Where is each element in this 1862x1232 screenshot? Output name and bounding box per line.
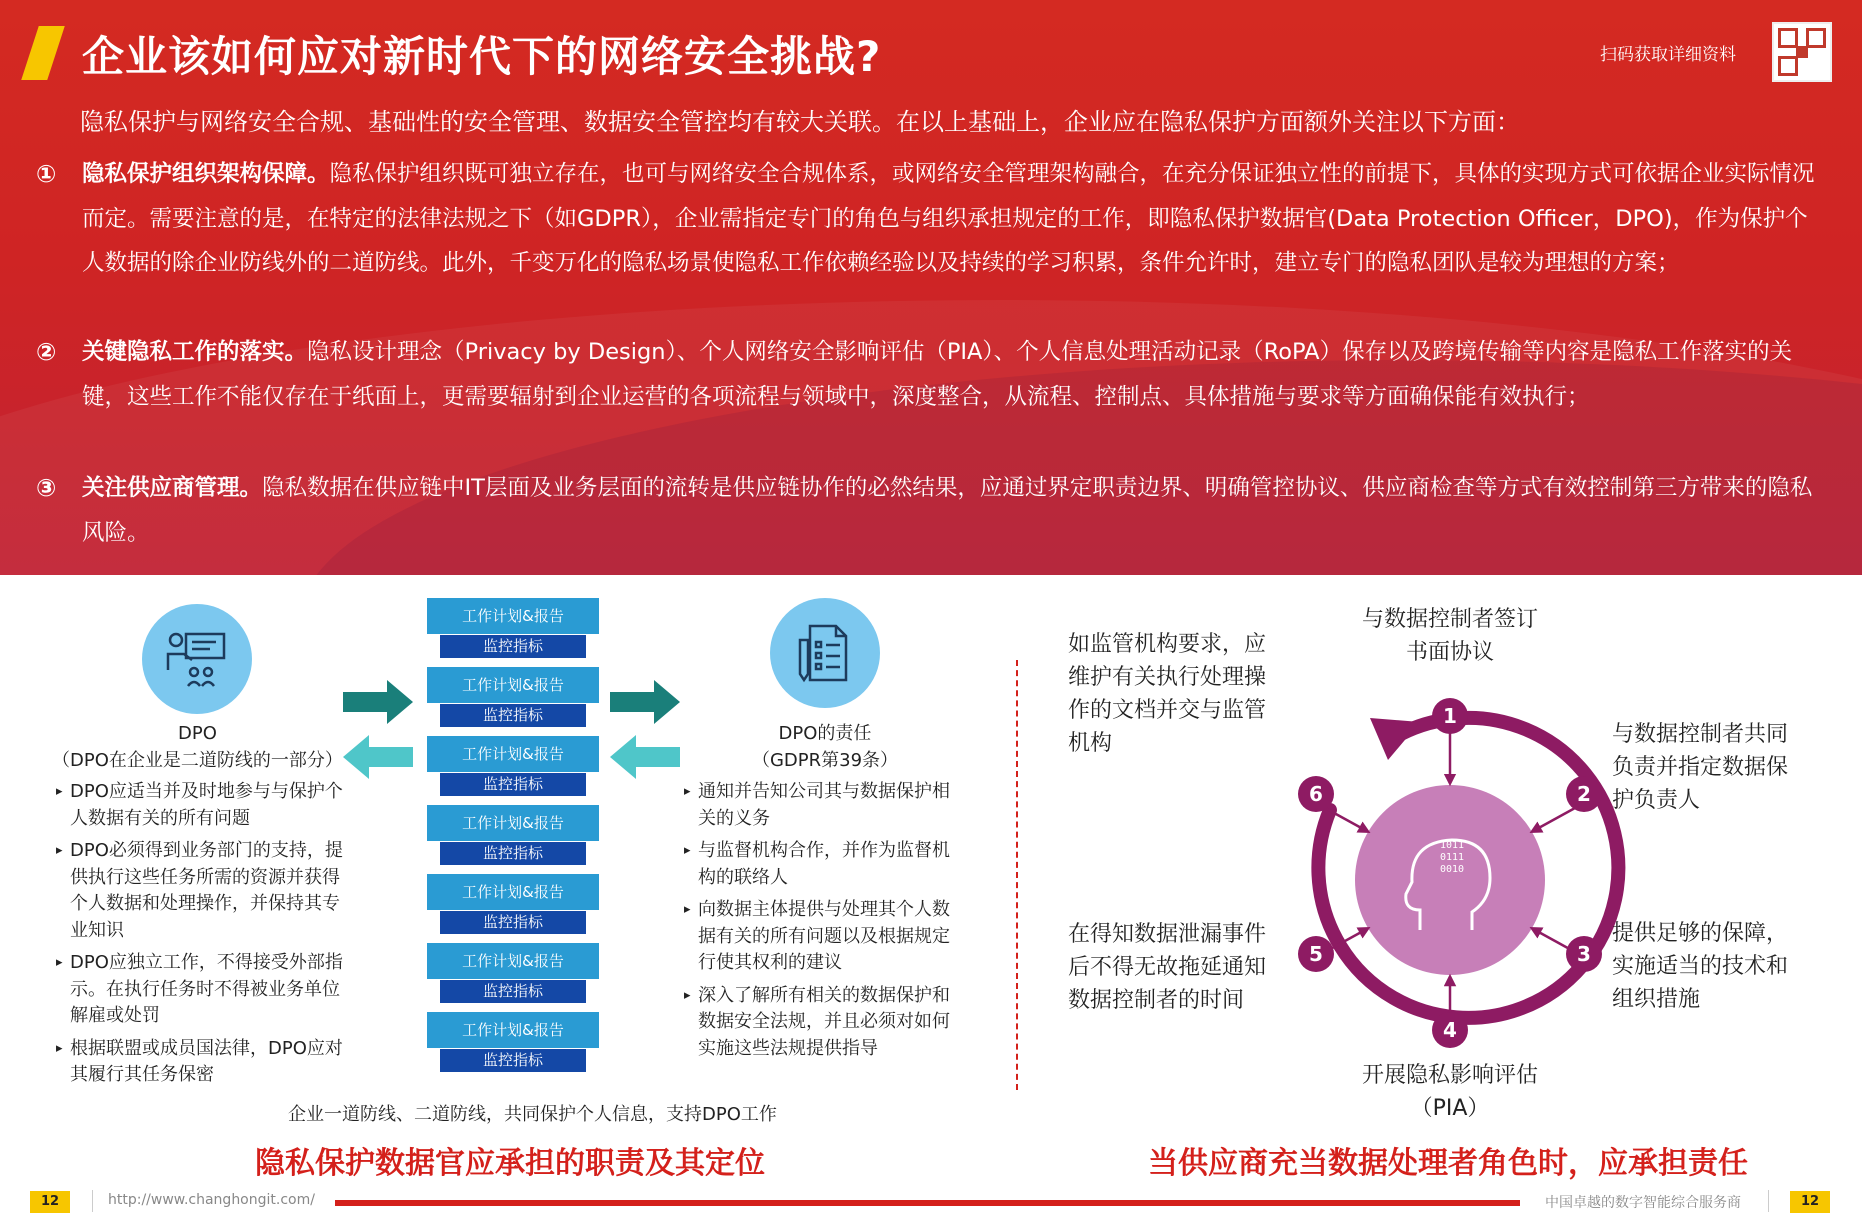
- work-plan-stack: [427, 598, 599, 1081]
- step-label-3: 提供足够的保障，实施适当的技术和组织措施: [1612, 921, 1789, 1012]
- block-top-label: 工作计划&报告: [427, 805, 599, 841]
- item-number: ③: [36, 474, 57, 502]
- code-line: 1011: [1439, 840, 1465, 851]
- lifecycle-ring: [1270, 700, 1630, 1060]
- step-label-4: 开展隐私影响评估: [1361, 1063, 1538, 1088]
- qr-code-icon[interactable]: [1772, 22, 1832, 82]
- list-item: [36, 152, 1826, 286]
- footer-rule: [335, 1200, 1520, 1206]
- block-bottom-label: 监控指标: [440, 704, 586, 727]
- arrow-left-icon: [343, 735, 413, 779]
- step-node-6: 6: [1298, 776, 1334, 812]
- code-line: 0010: [1439, 864, 1465, 875]
- intro-paragraph: 隐私保护与网络安全合规、基础性的安全管理、数据安全管控均有较大关联。在以上基础上，企业应在隐私保护方面额外关注以下方面：: [80, 108, 1520, 136]
- list-item: ▸ 向数据主体提供与处理其个人数据有关的所有问题以及根据规定行使其权利的建议: [684, 897, 964, 977]
- list-item: ▸ DPO应独立工作，不得接受外部指示。在执行任务时不得被业务单位解雇或处罚: [56, 950, 346, 1030]
- footer-divider: [1768, 1190, 1769, 1212]
- dpo-title: DPO: [178, 723, 217, 744]
- block-bottom-label: 监控指标: [440, 635, 586, 658]
- diagram-caption: 企业一道防线、二道防线，共同保护个人信息，支持DPO工作: [288, 1104, 777, 1125]
- center-circle: [1355, 785, 1545, 975]
- arrow-right-icon: [610, 680, 680, 724]
- work-block: [427, 805, 599, 865]
- page-footer: [0, 1190, 1862, 1220]
- block-bottom-label: 监控指标: [440, 911, 586, 934]
- page-number-right: 12: [1790, 1191, 1830, 1213]
- block-top-label: 工作计划&报告: [427, 943, 599, 979]
- step-label-2: 与数据控制者共同负责并指定数据保护负责人: [1612, 722, 1789, 813]
- step-node-2: 2: [1566, 776, 1602, 812]
- document-checklist-icon: [770, 598, 880, 708]
- binary-code-icon: [1432, 840, 1472, 876]
- item-heading: 隐私保护组织架构保障。: [82, 161, 330, 187]
- work-block: [427, 736, 599, 796]
- step-label-6: 如监管机构要求，应维护有关执行处理操作的文档并交与监管机构: [1068, 632, 1267, 756]
- dpo-duty-list: [684, 779, 964, 1068]
- item-heading: 关键隐私工作的落实。: [82, 339, 308, 365]
- list-item: ▸ DPO应适当并及时地参与与保护个人数据有关的所有问题: [56, 779, 346, 832]
- list-item: [36, 330, 1826, 419]
- footer-url-link[interactable]: http://www.changhongit.com/: [108, 1192, 315, 1208]
- item-body: 隐私设计理念（Privacy by Design）、个人网络安全影响评估（PIA）、个人信息处理活动记录（RoPA）保存以及跨境传输等内容是隐私工作落实的关键，这些工作不能仅存在于纸面上，更需要辐射到企业运营的各项流程与领域中，深度整合，从流程、控制点、具体措施与要求等方面确保能有效执行；: [82, 339, 1793, 410]
- step-node-1: 1: [1432, 698, 1468, 734]
- list-item: ▸ 深入了解所有相关的数据保护和数据安全法规，并且必须对如何实施这些法规提供指导: [684, 983, 964, 1063]
- dpo-duty-title: DPO的责任: [778, 723, 872, 744]
- step-node-3: 3: [1566, 936, 1602, 972]
- step-label-5: 在得知数据泄漏事件后不得无故拖延通知数据控制者的时间: [1068, 922, 1267, 1013]
- arrow-right-icon: [343, 680, 413, 724]
- dpo-bullet-list: [56, 779, 346, 1095]
- arrow-left-icon: [610, 735, 680, 779]
- section-caption: 隐私保护数据官应承担的职责及其定位: [255, 1146, 765, 1181]
- list-item: ▸ 通知并告知公司其与数据保护相关的义务: [684, 779, 964, 832]
- item-body: 隐私数据在供应链中IT层面及业务层面的流转是供应链协作的必然结果，应通过界定职责边界、明确管控协议、供应商检查等方式有效控制第三方带来的隐私风险。: [82, 475, 1813, 546]
- section-caption: 当供应商充当数据处理者角色时，应承担责任: [1148, 1146, 1748, 1181]
- block-bottom-label: 监控指标: [440, 1049, 586, 1072]
- work-block: [427, 874, 599, 934]
- scan-qr-label: 扫码获取详细资料: [1600, 45, 1736, 65]
- block-bottom-label: 监控指标: [440, 980, 586, 1003]
- section-divider: [1016, 660, 1018, 1090]
- list-item: ▸ 根据联盟或成员国法律，DPO应对其履行其任务保密: [56, 1036, 346, 1089]
- block-bottom-label: 监控指标: [440, 842, 586, 865]
- step-label-4-sub: （PIA）: [1410, 1096, 1490, 1121]
- item-body: 隐私保护组织既可独立存在，也可与网络安全合规体系，或网络安全管理架构融合，在充分保证独立性的前提下，具体的实现方式可依据企业实际情况而定。需要注意的是，在特定的法律法规之下（如GDPR），企业需指定专门的角色与组织承担规定的工作，即隐私保护数据官(Data Protection Officer，DPO)，作为保护个人数据的除企业防线外的二道防线。此外，千变万化的隐私场景使隐私工作依赖经验以及持续的学习积累，条件允许时，建立专门的隐私团队是较为理想的方案；: [82, 161, 1815, 276]
- block-top-label: 工作计划&报告: [427, 1012, 599, 1048]
- dpo-duty-subtitle: （GDPR第39条）: [751, 750, 899, 771]
- footer-tagline: 中国卓越的数字智能综合服务商: [1545, 1195, 1741, 1211]
- step-label-1: 与数据控制者签订书面协议: [1361, 607, 1538, 665]
- item-number: ②: [36, 338, 57, 366]
- item-heading: 关注供应商管理。: [82, 475, 263, 501]
- page-title: 企业该如何应对新时代下的网络安全挑战?: [82, 32, 882, 81]
- block-top-label: 工作计划&报告: [427, 736, 599, 772]
- work-block: [427, 667, 599, 727]
- block-top-label: 工作计划&报告: [427, 598, 599, 634]
- work-block: [427, 598, 599, 658]
- step-node-5: 5: [1298, 936, 1334, 972]
- list-item: ▸ DPO必须得到业务部门的支持，提供执行这些任务所需的资源并获得个人数据和处理操作，并保持其专业知识: [56, 838, 346, 944]
- page-number-left: 12: [30, 1191, 70, 1213]
- work-block: [427, 1012, 599, 1072]
- list-item: ▸ 与监督机构合作，并作为监督机构的联络人: [684, 838, 964, 891]
- block-bottom-label: 监控指标: [440, 773, 586, 796]
- footer-divider: [92, 1190, 93, 1212]
- block-top-label: 工作计划&报告: [427, 874, 599, 910]
- step-node-4: 4: [1432, 1012, 1468, 1048]
- item-number: ①: [36, 160, 57, 188]
- list-item: [36, 466, 1826, 555]
- block-top-label: 工作计划&报告: [427, 667, 599, 703]
- code-line: 0111: [1439, 852, 1465, 863]
- dpo-subtitle: （DPO在企业是二道防线的一部分）: [52, 750, 343, 771]
- work-block: [427, 943, 599, 1003]
- presenter-icon: [142, 604, 252, 714]
